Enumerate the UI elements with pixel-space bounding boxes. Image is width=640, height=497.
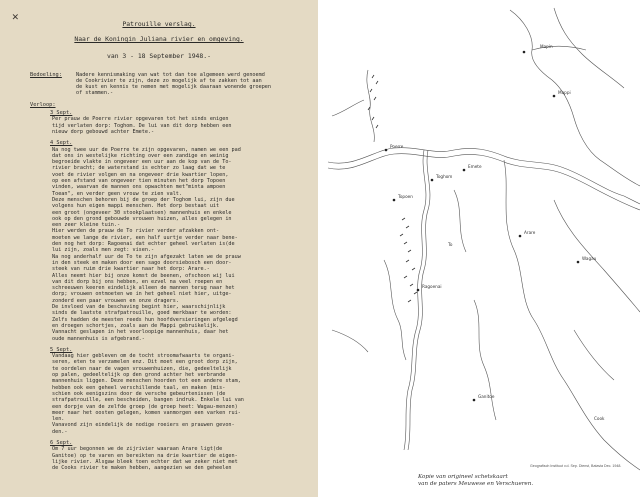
bedoeling-line: de kust en kennis te nemen met mogelijk daaraan wonende groepen — [76, 84, 271, 90]
day-line: Ganitoe) op te varen en bereikten na drie kwartier de eigen- — [52, 452, 238, 459]
village-dot — [519, 235, 522, 238]
tributary-line-2 — [384, 260, 406, 360]
village-dot — [577, 261, 580, 264]
day-date: 4 Sept. — [50, 140, 73, 147]
document-title: Patrouille verslag. — [122, 20, 196, 28]
label-toghom: Toghom — [436, 174, 453, 179]
day-line: van dit dorp bij ons hebben, en ezvel na veel roepen en — [52, 278, 223, 285]
village-dot — [393, 199, 396, 202]
day-line: Per prauw de Poerre rivier opgevaren tot het sinds enigen — [52, 116, 229, 123]
day-line: te oordelen naar de vagen vrouwenhuizen, die, gedeeltelijk — [52, 365, 232, 372]
day-line: steek van ruim drie kwartier naar het dorp: Arare.- — [52, 266, 210, 273]
day-line: Toean", en verder geen vrouw te zien valt. — [52, 190, 182, 197]
day-line: De invloed van de beschaving begint hier, waarschijnlijk — [52, 304, 226, 310]
day-line: lui zijn, zoals men zegt: visen.- — [52, 247, 155, 254]
report-page — [0, 0, 318, 497]
day-line: Hier werden de prauw de To rivier verder afzakken ont- — [52, 228, 220, 235]
village-dot — [523, 51, 526, 54]
day-line: een groot (ongeveer 30 stookplaatsen) mannenhuis en enkele — [52, 209, 232, 216]
day-line: Om 7 uur begonnen we de zijrivier waaraan Arare ligt(de — [52, 446, 223, 453]
day-line: Zelfs hadden de meesten reeds hun hoofdversieringen afgelegd — [52, 316, 238, 323]
village-dot — [431, 179, 434, 182]
west-tributary-line — [367, 70, 374, 142]
handwritten-mark: ✕ — [12, 10, 19, 23]
village-dot — [553, 95, 556, 98]
marsh-hatching-2 — [400, 218, 411, 252]
tributary-line-3 — [474, 300, 496, 420]
day-line: den nog het dorp: Ragoenai dat echter geheel verlaten is(de — [52, 241, 235, 247]
label-poerre: Poerre — [390, 144, 404, 149]
day-line: ook op den grond gebouwde vrouwen huizen, alles gelegen in — [52, 215, 232, 222]
document-subtitle: Naar de Koningin Juliana rivier en omgeving. — [74, 35, 244, 43]
day-line: Deze menschen behoren bij de groep der Toghom lui, zijn due — [52, 196, 235, 203]
day-line: in den steek en maken door een sago doorsiebosch een door- — [52, 259, 232, 266]
day-line: nieuw dorp gebouwd achter Emete.- — [52, 128, 155, 135]
document-dates: van 3 - 18 September 1948.- — [107, 52, 211, 60]
label-arare: Arare — [524, 230, 536, 235]
tributary-line-5 — [332, 330, 368, 352]
day-line: lijke rivier. Alsgaw bleek toen echter dat we zeker niet met — [52, 458, 238, 465]
day-line: op een afstand van ongeveer tien minuten het dorp Topoen — [52, 178, 226, 184]
day-date: 3 Sept. — [50, 110, 73, 116]
day-line: meer naar het oosten gelegen, komen vanmorgen een varken rui- — [52, 409, 241, 416]
label-mappi: Mappi — [558, 90, 571, 95]
label-emete: Emete — [468, 164, 482, 169]
day-line: moeten we lange de rivier, een half uurtje verder naar bene- — [52, 234, 238, 241]
day-line: den.- — [52, 428, 68, 435]
bedoeling-label: Bedoeling: — [30, 72, 62, 78]
day-line: een dorpje van de zelfde groep (de groep heet: Wagau-menzen) — [52, 403, 238, 410]
village-dot — [473, 399, 476, 402]
day-line: begroeide vlakte in ongeveer een uur aan de kop van de To- — [52, 159, 232, 166]
bedoeling-line: de Cookrivier te zijn, deze zo mogelijk af te zakken tot aan — [76, 78, 262, 84]
label-topoen: Topoen — [398, 194, 413, 199]
day-line: Na nog twee uur de Poerre te zijn opgevaren, namen we een pad — [52, 146, 241, 153]
day-line: rivier bracht; de waterstand is echter zo laag dat we te — [52, 165, 226, 172]
day-date: 6 Sept. — [50, 440, 73, 446]
day-line: Na nog anderhalf uur de To te zijn afgezakt laten we de prauw — [52, 253, 241, 260]
day-line: seren, eten te verzamelen enz. Dit moet een groot dorp zijn, — [52, 359, 238, 366]
village-dot — [385, 149, 388, 152]
day-line: Vanavond zijn eindelijk de nodige roeiers en prauwen gevon- — [52, 422, 235, 429]
label-mapin: Mapin — [540, 44, 553, 49]
day-line: schreeuwen keeren eindelijk alleen de mannen terug naar het — [52, 285, 235, 292]
map-caption — [418, 474, 533, 488]
day-line: en droegen schortjes, zoals aan de Mappi gebruikelijk. — [52, 322, 220, 329]
day-line: strafpatrouille, een bescheiden, bangen indruk. Enkele lui van — [52, 397, 244, 404]
day-line: mannenhuis liggen. Deze menschen hoorden tot een andere stam, — [52, 378, 241, 385]
tributary-line-1 — [454, 190, 466, 252]
day-line: op palen, gedeeltelijk op den grond achter het verbrande — [52, 372, 226, 378]
day-line: Vandaag hier gebleven om de tocht stroomafwaarts te organi- — [52, 353, 235, 360]
map-credit: Geografisch Instituut v.d. Sep. Dienst, Batavia Dec. 1948. — [530, 464, 622, 468]
day-line: vinden, waarvan de mannen ons opwachten met"minta ampoen — [52, 184, 226, 191]
day-line: zonderd een paar vrouwen en onze dragers. — [52, 297, 179, 304]
day-line: Vannacht geslapen in het voorloopige mannenhuis, daar het — [52, 329, 229, 336]
label-ganitoe: Ganitoe — [478, 394, 495, 399]
marsh-hatching-1 — [368, 75, 378, 128]
day-line: dat ons in westelijke richting over een zandige en weinig — [52, 152, 229, 159]
label-ragoenai: Ragoenai — [422, 284, 442, 289]
marsh-hatching-3 — [404, 260, 417, 302]
sketch-map — [324, 0, 640, 497]
day-line: tijd verlaten dorp: Toghom. De lui van dit dorp hebben een — [52, 122, 232, 129]
day-line: sinds de laatste strafpatrouille, goed merkbaar te worden: — [52, 310, 232, 317]
north-river-line — [510, 10, 640, 186]
village-dot — [417, 289, 420, 292]
day-line: voet de rivier volgen en na ongeveer drie kwartier lopen, — [52, 171, 229, 178]
verloop-label: Verloop: — [30, 102, 56, 108]
day-date: 5 Sept. — [50, 346, 73, 353]
label-to: To — [448, 242, 453, 247]
label-wagau: Wagau — [582, 256, 597, 261]
bedoeling-line: of stammen.- — [76, 90, 114, 96]
day-line: len. — [52, 416, 65, 423]
label-cook: Cook — [594, 416, 605, 421]
day-line: volgens hun eigen mappi menschen. Het dorp bestaat uit — [52, 203, 220, 210]
map-caption-line1: Kopie van origineel schetskaart — [418, 474, 508, 480]
west-branch-line — [332, 100, 364, 116]
bedoeling-line: Nadere kennismaking van wat tot dan toe algemeen werd genoemd — [76, 72, 265, 78]
tributary-line-4 — [574, 330, 614, 380]
day-line: oude mannenhuis is afgebrand.- — [52, 335, 145, 342]
day-line: hebben ook een geheel verschillende taal, en maken (mis- — [52, 384, 226, 391]
northeast-branch-line — [554, 8, 624, 88]
east-tributary-line — [554, 200, 640, 312]
day-line: de Cooks rivier te maken hebben, aangezien we den geheelen — [52, 465, 232, 472]
day-line: een zeer kleine tuin.- — [52, 222, 121, 229]
day-line: schien ook eenigszins door de versche gebeurtenissen (de — [52, 390, 226, 397]
map-drawing — [324, 0, 640, 497]
east-river-line — [504, 160, 640, 470]
day-line: Alles neemt hier bij onze komst de beenen, ofschoon wij lui — [52, 272, 235, 279]
map-caption-line2: van de paters Meuwese en Verschueren. — [418, 481, 534, 487]
day-line: dorp; vrouwen ontmoeten we in het geheel niet hier, uitge- — [52, 291, 232, 298]
main-river-line — [328, 148, 640, 204]
village-dot — [463, 169, 466, 172]
